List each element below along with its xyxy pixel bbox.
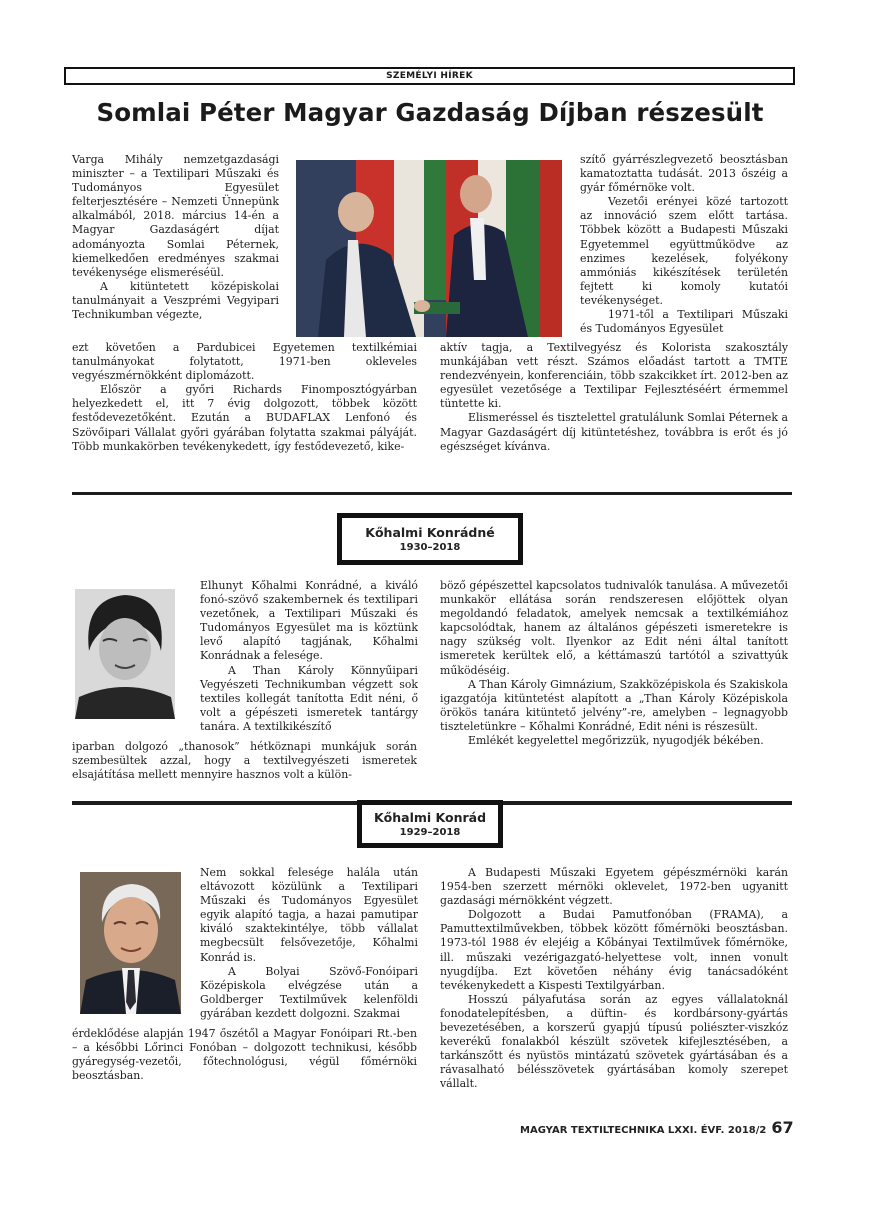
paragraph: A Than Károly Gimnázium, Szakközépiskola és Szakiskola igazgatója kitüntetést alapított a „Than Károly Középiskola örökös tanára kitüntető jelvény”-re, amelyben – legnagyobb tiszteletünkre – Kőhalmi Konrádné, Edit néni is részesült. bbox=[440, 677, 788, 733]
paragraph: Elhunyt Kőhalmi Konrádné, a kiváló fonó-szövő szakembernek és textilipari vezetőnek, a Textilipari Műszaki és Tudományos Egyesület ma is köztünk levő alapító tagjának, Kőhalmi Konrádnak a felesége. bbox=[200, 579, 418, 663]
portrait-photo bbox=[75, 589, 175, 719]
obituary2-left-upper bbox=[200, 866, 418, 1021]
obituary-years: 1929–2018 bbox=[399, 827, 461, 838]
paragraph: Vezetői erényei közé tartozott az innováció szem előtt tartása. Többek között a Budapesti Műszaki Egyetemmel együttműködve az enzimes kezelések, folyékony ammóniás kikészítések területén fejtett ki komoly kutatói tevékenységet. bbox=[580, 195, 788, 307]
obituary-name: Kőhalmi Konrád bbox=[373, 810, 487, 825]
article1-col3 bbox=[580, 153, 788, 336]
section-header bbox=[64, 67, 795, 85]
obituary-name-box bbox=[337, 513, 523, 565]
paragraph: Hosszú pályafutása során az egyes vállalatoknál fonodatelepítésben, a düftin- és kordbársony-gyártás bevezetésében, a korszerű gyapjú típusú poliészter-viszkóz keverékű fonalakból készült szövetek kifejlesztésében, a tarkánszőtt és nyüstös mintázatú szövetek gyártásában és a rávasalható bélésszövetek gyártásában komoly szerepet vállalt. bbox=[440, 992, 788, 1091]
paragraph: Elismeréssel és tisztelettel gratulálunk Somlai Péternek a Magyar Gazdaságért díj kitüntetéshez, továbbra is erőt és jó egészséget kívánva. bbox=[440, 411, 788, 453]
paragraph: A kitüntetett középiskolai tanulmányait a Veszprémi Vegyipari Technikumban végezte, bbox=[72, 279, 279, 322]
obituary-name: Kőhalmi Konrádné bbox=[365, 525, 495, 540]
obituary-name-box bbox=[357, 800, 503, 848]
portrait-photo bbox=[80, 872, 181, 1014]
obituary2-right bbox=[440, 866, 788, 1092]
award-photo bbox=[296, 160, 562, 337]
page-number: 67 bbox=[771, 1118, 794, 1137]
article1-col1 bbox=[72, 153, 279, 322]
paragraph: Dolgozott a Budai Pamutfonóban (FRAMA), a Pamuttextilművekben, többek között főmérnöki beosztásban. 1973-tól 1988 év elejéig a Kőbányai Textilművek főmérnöke, ill. műszaki vezérigazgató-helyettese volt, innen vonult nyugdíjba. Ezt követően néhány évig tanácsadóként tevékenykedett a Kispesti Textilgyárban. bbox=[440, 908, 788, 992]
obituary1-right bbox=[440, 579, 788, 748]
paragraph: A Bolyai Szövő-Fonóipari Középiskola elvégzése után a Goldberger Textilművek kelenföldi gyárában kezdett dolgozni. Szakmai bbox=[200, 964, 418, 1020]
paragraph: szítő gyárrészlegvezető beosztásban kamatoztatta tudását. 2013 őszéig a gyár főmérnöke volt. bbox=[580, 153, 788, 195]
paragraph: aktív tagja, a Textilvegyész és Kolorista szakosztály munkájában vett részt. Számos előadást tartott a TMTE rendezvényein, konferenciáin, több szakcikket írt. 2012-ben az egyesület vezetősége a Textilipar Fejlesztéséért érmemmel tüntette ki. bbox=[440, 341, 788, 411]
obituary-years: 1930–2018 bbox=[399, 542, 461, 553]
obituary1-left-lower bbox=[72, 740, 417, 782]
paragraph: iparban dolgozó „thanosok” hétköznapi munkájuk során szembesültek azzal, hogy a textilvegyészeti ismeretek elsajátítása mellett mennyire hasznos volt a külön- bbox=[72, 740, 417, 782]
obituary2-left-lower bbox=[72, 1027, 417, 1083]
article-headline: Somlai Péter Magyar Gazdaság Díjban részesült bbox=[96, 98, 764, 127]
obituary1-left-upper bbox=[200, 579, 418, 734]
paragraph: böző gépészettel kapcsolatos tudnivalók tanulása. A művezetői munkakör ellátása során rendszeresen előjöttek olyan megoldandó feladatok, amelyek nemcsak a textilkémiához kapcsolódtak, hanem az általános gépészeti ismeretekre is nagy szükség volt. Ilyenkor az Edit néni által tanított ismeretek kerültek elő, a kéttámaszú tartótól a szivattyúk működéséig. bbox=[440, 579, 788, 677]
article1-left-lower bbox=[72, 341, 417, 454]
section-divider bbox=[72, 492, 792, 495]
paragraph: Nem sokkal felesége halála után eltávozott közülünk a Textilipari Műszaki és Tudományos Egyesület egyik alapító tagja, a hazai pamutipar kiváló szaktekintélye, több vállalat megbecsült felsővezetője, Kőhalmi Konrád is. bbox=[200, 866, 418, 964]
paragraph: A Than Károly Könnyűipari Vegyészeti Technikumban végzett sok textiles kollegát tanította Edit néni, ő volt a gépészeti ismeretek tantárgy tanára. A textilkikészítő bbox=[200, 663, 418, 733]
paragraph: Emlékét kegyelettel megőrizzük, nyugodjék békében. bbox=[468, 734, 764, 748]
paragraph: Először a győri Richards Finomposztógyárban helyezkedett el, itt 7 évig dolgozott, többek között festődevezetőként. Ezután a BUDAFLAX Lenfonó és Szövőipari Vállalat győri gyárában folytatta szakmai pályáját. Több munkakörben tevékenykedett, így festődevezető, kike- bbox=[72, 383, 417, 453]
man-portrait-image bbox=[80, 872, 181, 1014]
paragraph: A Budapesti Műszaki Egyetem gépészmérnöki karán 1954-ben szerzett mérnöki oklevelet, 1972-ben ugyanitt gazdasági mérnökként végzett. bbox=[440, 866, 788, 908]
article1-right-lower bbox=[440, 341, 788, 454]
paragraph: Varga Mihály nemzetgazdasági miniszter – a Textilipari Műszaki és Tudományos Egyesület felterjesztésére – Nemzeti Ünnepünk alkalmából, 2018. március 14-én a Magyar Gazdaságért díjat adományozta Somlai Péternek, kiemelkedően eredményes szakmai tevékenysége elismeréséül. bbox=[72, 153, 279, 279]
page-footer bbox=[520, 1118, 794, 1137]
journal-name: MAGYAR TEXTILTECHNIKA LXXI. ÉVF. 2018/2 bbox=[520, 1125, 767, 1136]
woman-portrait-image bbox=[75, 589, 175, 719]
paragraph: ezt követően a Pardubicei Egyetemen textilkémiai tanulmányokat folytatott, 1971-ben okleveles vegyészmérnökként diplomázott. bbox=[72, 341, 417, 383]
paragraph: 1971-től a Textilipari Műszaki és Tudományos Egyesület bbox=[580, 308, 788, 336]
section-title: SZEMÉLYI HÍREK bbox=[386, 71, 473, 81]
award-ceremony-image bbox=[296, 160, 562, 337]
paragraph: érdeklődése alapján 1947 őszétől a Magyar Fonóipari Rt.-ben – a későbbi Lőrinci Fonóban – dolgozott technikusi, később gyáregység-vezetői, főtechnológusi, végül főmérnöki beosztásban. bbox=[72, 1027, 417, 1083]
